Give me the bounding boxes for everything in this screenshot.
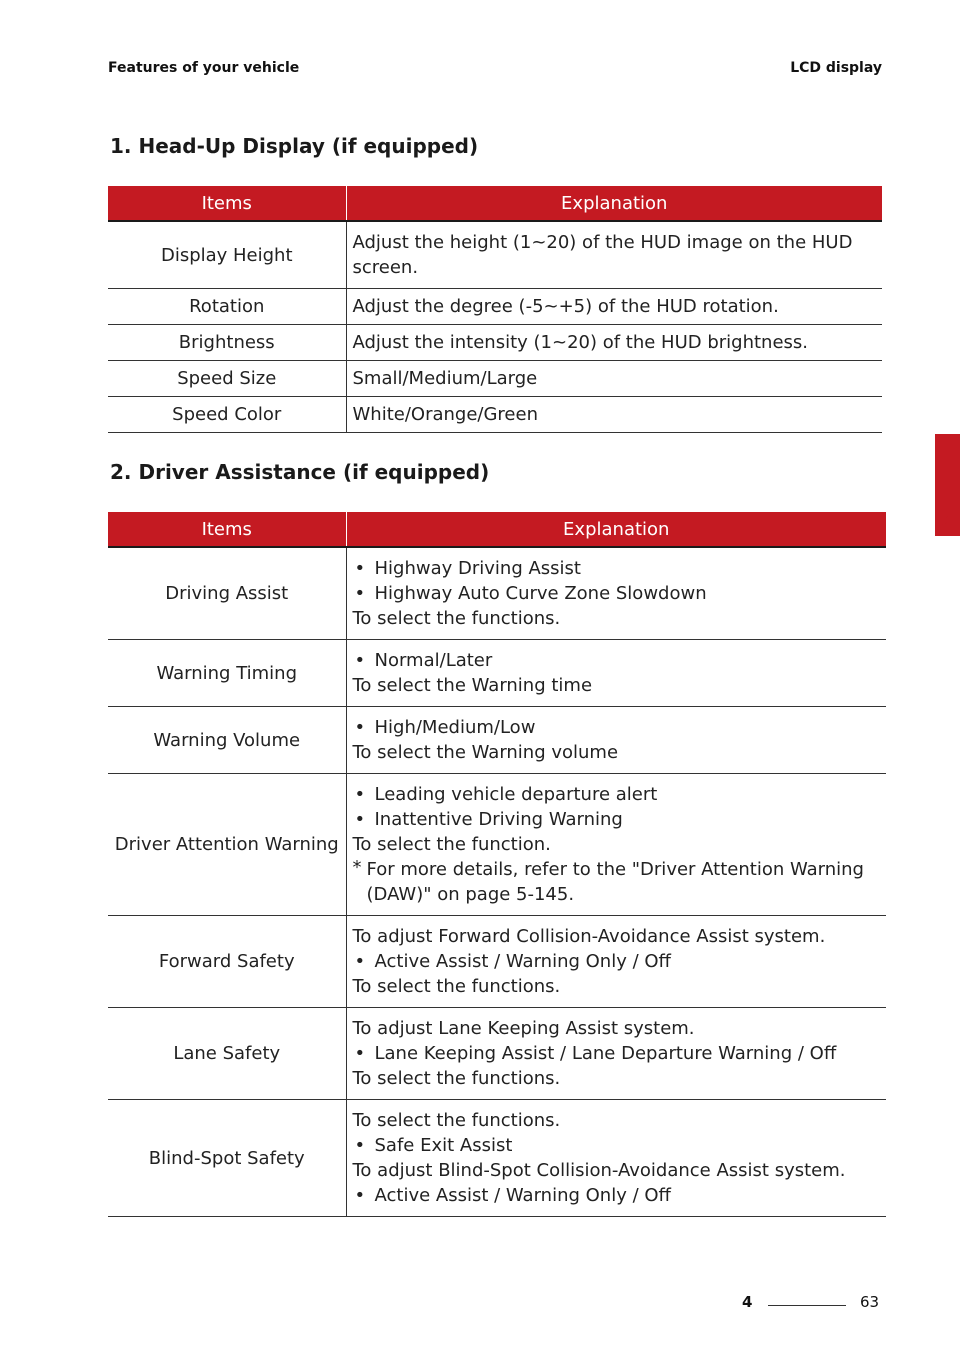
page-footer xyxy=(0,1293,960,1317)
bullet-line: • Lane Keeping Assist / Lane Departure Warning / Off xyxy=(353,1041,883,1066)
item-cell: Speed Size xyxy=(108,361,346,397)
item-cell: Blind-Spot Safety xyxy=(108,1100,346,1217)
column-header-explanation: Explanation xyxy=(346,186,882,221)
table-row xyxy=(108,707,886,774)
text-line: To select the functions. xyxy=(352,608,561,629)
header-page-topic: LCD display xyxy=(790,60,882,76)
item-cell: Speed Color xyxy=(108,397,346,433)
footer-page-number: 63 xyxy=(860,1293,880,1311)
bullet-line: • High/Medium/Low xyxy=(353,715,883,740)
explanation-cell xyxy=(346,707,886,774)
bullet-line: • Normal/Later xyxy=(353,648,883,673)
table-row xyxy=(108,325,882,361)
table-row xyxy=(108,221,882,289)
hud-settings-table xyxy=(108,186,882,433)
text-line: To select the Warning volume xyxy=(352,742,619,763)
item-cell: Driving Assist xyxy=(108,547,346,640)
table-header-row xyxy=(108,186,882,221)
table-row xyxy=(108,547,886,640)
column-header-items: Items xyxy=(108,512,346,547)
section1-title: 1. Head-Up Display (if equipped) xyxy=(110,134,479,158)
table-row xyxy=(108,916,886,1008)
explanation-cell: Adjust the intensity (1~20) of the HUD brightness. xyxy=(346,325,882,361)
text-line: To select the functions. xyxy=(352,976,561,997)
explanation-cell xyxy=(346,1008,886,1100)
item-cell: Display Height xyxy=(108,221,346,289)
item-cell: Lane Safety xyxy=(108,1008,346,1100)
item-cell: Warning Timing xyxy=(108,640,346,707)
footer-divider xyxy=(768,1305,846,1306)
column-header-items: Items xyxy=(108,186,346,221)
explanation-cell: Small/Medium/Large xyxy=(346,361,882,397)
bullet-line: • Inattentive Driving Warning xyxy=(353,807,883,832)
table-row xyxy=(108,1100,886,1217)
explanation-cell: Adjust the degree (-5~+5) of the HUD rotation. xyxy=(346,289,882,325)
text-line: To adjust Lane Keeping Assist system. xyxy=(352,1018,695,1039)
section2-title: 2. Driver Assistance (if equipped) xyxy=(110,460,490,484)
explanation-cell: White/Orange/Green xyxy=(346,397,882,433)
explanation-cell xyxy=(346,916,886,1008)
text-line: To select the functions. xyxy=(352,1110,561,1131)
table-header-row xyxy=(108,512,886,547)
bullet-line: • Active Assist / Warning Only / Off xyxy=(353,1183,883,1208)
bullet-line: • Active Assist / Warning Only / Off xyxy=(353,949,883,974)
table-row xyxy=(108,361,882,397)
column-header-explanation: Explanation xyxy=(346,512,886,547)
bullet-line: • Leading vehicle departure alert xyxy=(353,782,883,807)
explanation-cell xyxy=(346,1100,886,1217)
text-line: To select the functions. xyxy=(352,1068,561,1089)
driver-assistance-table xyxy=(108,512,886,1217)
explanation-cell: Adjust the height (1~20) of the HUD image on the HUD screen. xyxy=(346,221,882,289)
item-cell: Driver Attention Warning xyxy=(108,774,346,916)
note-line: * For more details, refer to the "Driver Attention Warning (DAW)" on page 5-145. xyxy=(353,857,883,907)
item-cell: Brightness xyxy=(108,325,346,361)
text-line: To adjust Forward Collision-Avoidance Assist system. xyxy=(352,926,826,947)
item-cell: Rotation xyxy=(108,289,346,325)
bullet-line: • Safe Exit Assist xyxy=(353,1133,883,1158)
bullet-line: • Highway Auto Curve Zone Slowdown xyxy=(353,581,883,606)
text-line: To select the function. xyxy=(352,834,551,855)
chapter-side-number: 4 xyxy=(941,512,955,536)
item-cell: Warning Volume xyxy=(108,707,346,774)
table-row xyxy=(108,289,882,325)
explanation-cell xyxy=(346,774,886,916)
explanation-cell xyxy=(346,640,886,707)
footer-chapter-number: 4 xyxy=(742,1293,753,1311)
table-row xyxy=(108,640,886,707)
text-line: To select the Warning time xyxy=(352,675,593,696)
table-row xyxy=(108,397,882,433)
text-line: To adjust Blind-Spot Collision-Avoidance Assist system. xyxy=(352,1160,846,1181)
header-section-title: Features of your vehicle xyxy=(108,60,300,76)
table-row xyxy=(108,1008,886,1100)
explanation-cell xyxy=(346,547,886,640)
item-cell: Forward Safety xyxy=(108,916,346,1008)
table-row xyxy=(108,774,886,916)
bullet-line: • Highway Driving Assist xyxy=(353,556,883,581)
